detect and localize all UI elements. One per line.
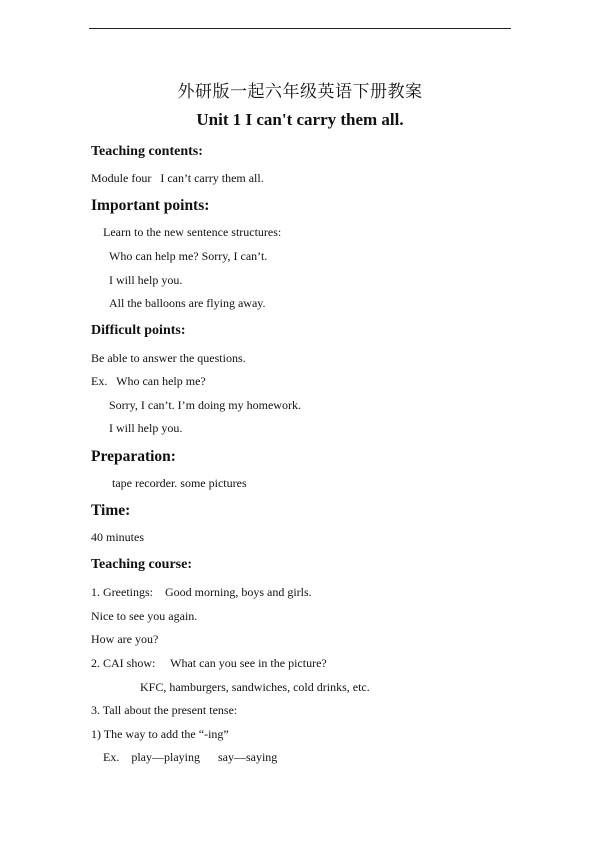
difficult-points-line: Be able to answer the questions. — [91, 351, 246, 365]
important-points-line: Learn to the new sentence structures: — [103, 225, 282, 239]
teaching-course-line: 3. Tall about the present tense: — [91, 703, 238, 717]
header-rule — [89, 28, 511, 29]
time-line: 40 minutes — [91, 530, 144, 544]
heading-teaching-course: Teaching course: — [91, 557, 192, 572]
heading-teaching-contents: Teaching contents: — [91, 144, 203, 159]
teaching-contents-line: Module four I can’t carry them all. — [91, 171, 264, 185]
teaching-course-line: Ex. play—playing say—saying — [103, 750, 278, 764]
important-points-line: I will help you. — [109, 273, 183, 287]
teaching-course-line: 2. CAI show: What can you see in the picture? — [91, 656, 327, 670]
teaching-course-line: 1. Greetings: Good morning, boys and girls. — [91, 585, 312, 599]
difficult-points-line: Sorry, I can’t. I’m doing my homework. — [109, 398, 301, 412]
heading-difficult-points: Difficult points: — [91, 323, 186, 338]
preparation-line: tape recorder. some pictures — [112, 476, 247, 490]
difficult-points-line: Ex. Who can help me? — [91, 374, 206, 388]
difficult-points-line: I will help you. — [109, 421, 183, 435]
teaching-course-line: Nice to see you again. — [91, 609, 198, 623]
heading-preparation: Preparation: — [91, 448, 176, 465]
teaching-course-line: 1) The way to add the “-ing” — [91, 727, 229, 741]
teaching-course-line: How are you? — [91, 632, 159, 646]
important-points-line: All the balloons are flying away. — [109, 296, 266, 310]
teaching-course-line: KFC, hamburgers, sandwiches, cold drinks, etc. — [140, 680, 370, 694]
heading-important-points: Important points: — [91, 197, 210, 214]
document-title-chinese: 外研版一起六年级英语下册教案 — [177, 82, 423, 102]
document-title-unit: Unit 1 I can't carry them all. — [196, 110, 404, 129]
heading-time: Time: — [91, 502, 131, 519]
important-points-line: Who can help me? Sorry, I can’t. — [109, 249, 268, 263]
